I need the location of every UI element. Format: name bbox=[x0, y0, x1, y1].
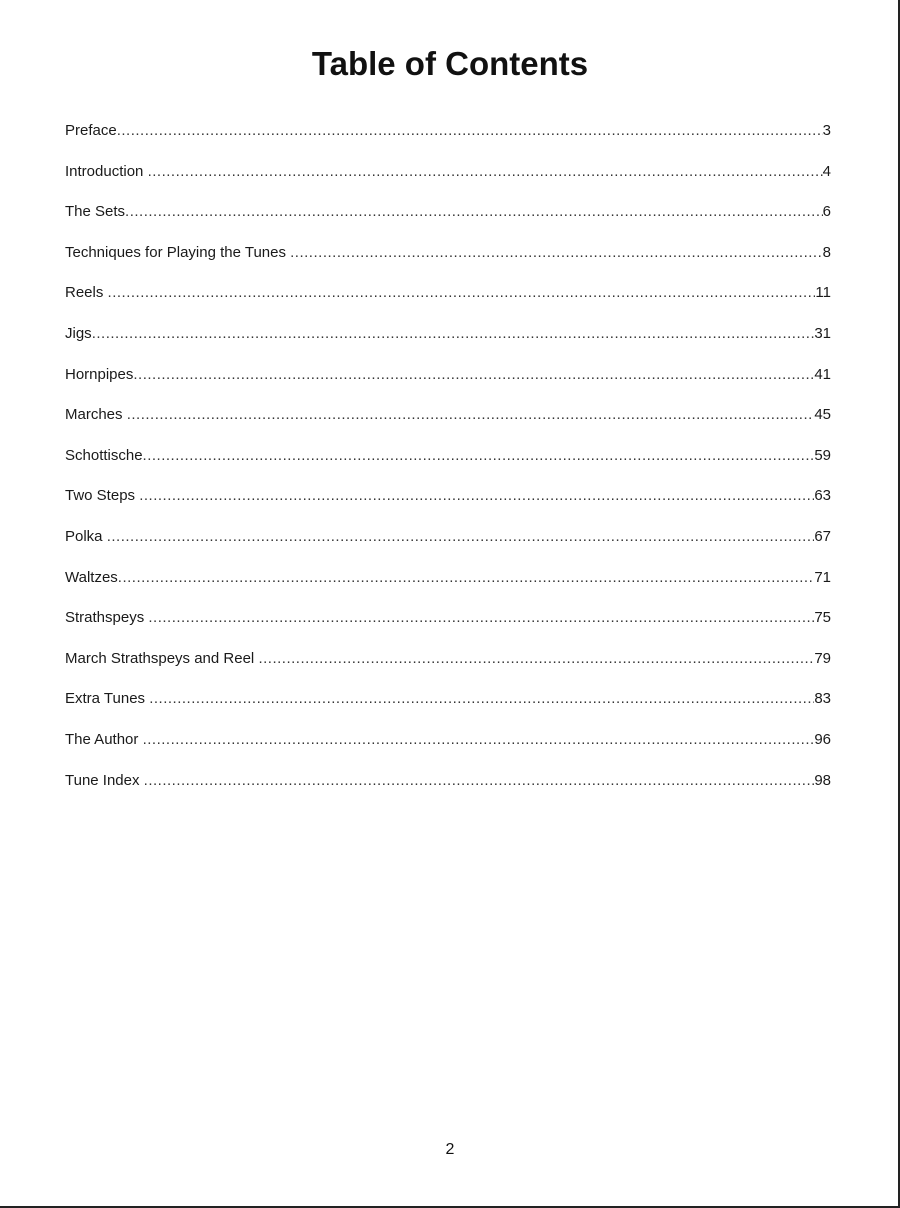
dot-leader bbox=[144, 766, 815, 796]
toc-entry-label: The Author bbox=[65, 730, 143, 748]
toc-entry-label: Marches bbox=[65, 406, 127, 424]
dot-leader bbox=[133, 360, 814, 390]
dot-leader bbox=[258, 644, 814, 674]
toc-entry-label: Extra Tunes bbox=[65, 690, 150, 708]
dot-leader bbox=[148, 157, 823, 187]
toc-entry-label: Jigs bbox=[65, 324, 92, 342]
toc-entry-label: Waltzes bbox=[65, 568, 118, 586]
toc-entry-label: Introduction bbox=[65, 162, 148, 180]
toc-entry-label: Two Steps bbox=[65, 487, 140, 505]
toc-entry-label: Preface bbox=[65, 122, 117, 139]
toc-entry-page: 63 bbox=[814, 487, 831, 505]
dot-leader bbox=[143, 725, 815, 755]
dot-leader bbox=[127, 400, 815, 430]
toc-entry-page: 59 bbox=[814, 446, 831, 464]
dot-leader bbox=[125, 197, 823, 227]
toc-entry-page: 83 bbox=[814, 690, 831, 708]
toc-entry-marches[interactable] bbox=[65, 400, 831, 441]
page-number: 2 bbox=[445, 1141, 455, 1158]
toc-entry-page: 79 bbox=[814, 649, 831, 667]
dot-leader bbox=[117, 116, 823, 146]
toc-entry-page: 11 bbox=[815, 284, 831, 302]
dot-leader bbox=[92, 319, 815, 349]
toc-entry-waltzes[interactable] bbox=[65, 563, 831, 604]
toc-entry-label: Strathspeys bbox=[65, 609, 149, 627]
toc-entry-tune-index[interactable] bbox=[65, 766, 831, 807]
page-title: Table of Contents bbox=[311, 45, 589, 82]
toc-entry-the-author[interactable] bbox=[65, 725, 831, 766]
toc-entry-page: 31 bbox=[814, 324, 831, 342]
toc-entry-label: Reels bbox=[65, 284, 108, 302]
toc-entry-label: Tune Index bbox=[65, 771, 144, 789]
toc-entry-page: 3 bbox=[822, 122, 831, 139]
dot-leader bbox=[290, 238, 823, 268]
toc-entry-two-steps[interactable] bbox=[65, 481, 831, 522]
dot-leader bbox=[107, 522, 815, 552]
toc-entry-techniques[interactable] bbox=[65, 238, 831, 279]
toc-entry-the-sets[interactable] bbox=[65, 197, 831, 238]
toc-entry-page: 8 bbox=[822, 243, 831, 261]
toc-entry-schottische[interactable] bbox=[65, 441, 831, 482]
toc-entry-march-strathspeys[interactable] bbox=[65, 644, 831, 685]
toc-entry-label: Hornpipes bbox=[65, 365, 134, 383]
toc-entry-page: 98 bbox=[814, 771, 831, 789]
dot-leader bbox=[118, 563, 815, 593]
toc-entry-hornpipes[interactable] bbox=[65, 360, 831, 401]
toc-entry-page: 45 bbox=[814, 406, 831, 424]
toc-entry-polka[interactable] bbox=[65, 522, 831, 563]
toc-entry-extra-tunes[interactable] bbox=[65, 684, 831, 725]
toc-entry-label: Polka bbox=[65, 527, 107, 545]
toc-entry-reels[interactable] bbox=[65, 278, 831, 319]
toc-entry-label: The Sets bbox=[65, 203, 126, 221]
toc-entry-label: Techniques for Playing the Tunes bbox=[65, 243, 291, 261]
toc-entry-page: 71 bbox=[814, 568, 831, 586]
toc-entry-page: 67 bbox=[814, 527, 831, 545]
table-of-contents bbox=[65, 116, 831, 806]
toc-entry-page: 41 bbox=[814, 365, 831, 383]
toc-entry-page: 6 bbox=[822, 203, 831, 221]
toc-entry-page: 96 bbox=[814, 730, 831, 748]
dot-leader bbox=[149, 684, 814, 714]
toc-entry-label: March Strathspeys and Reel bbox=[65, 649, 259, 667]
toc-entry-label: Schottische bbox=[65, 446, 143, 464]
toc-entry-jigs[interactable] bbox=[65, 319, 831, 360]
toc-entry-introduction[interactable] bbox=[65, 157, 831, 198]
dot-leader bbox=[143, 441, 815, 471]
toc-entry-strathspeys[interactable] bbox=[65, 603, 831, 644]
dot-leader bbox=[139, 481, 814, 511]
toc-entry-page: 75 bbox=[814, 609, 831, 627]
toc-entry-preface[interactable] bbox=[65, 116, 831, 157]
toc-entry-page: 4 bbox=[822, 162, 831, 180]
dot-leader bbox=[148, 603, 814, 633]
dot-leader bbox=[108, 278, 816, 308]
